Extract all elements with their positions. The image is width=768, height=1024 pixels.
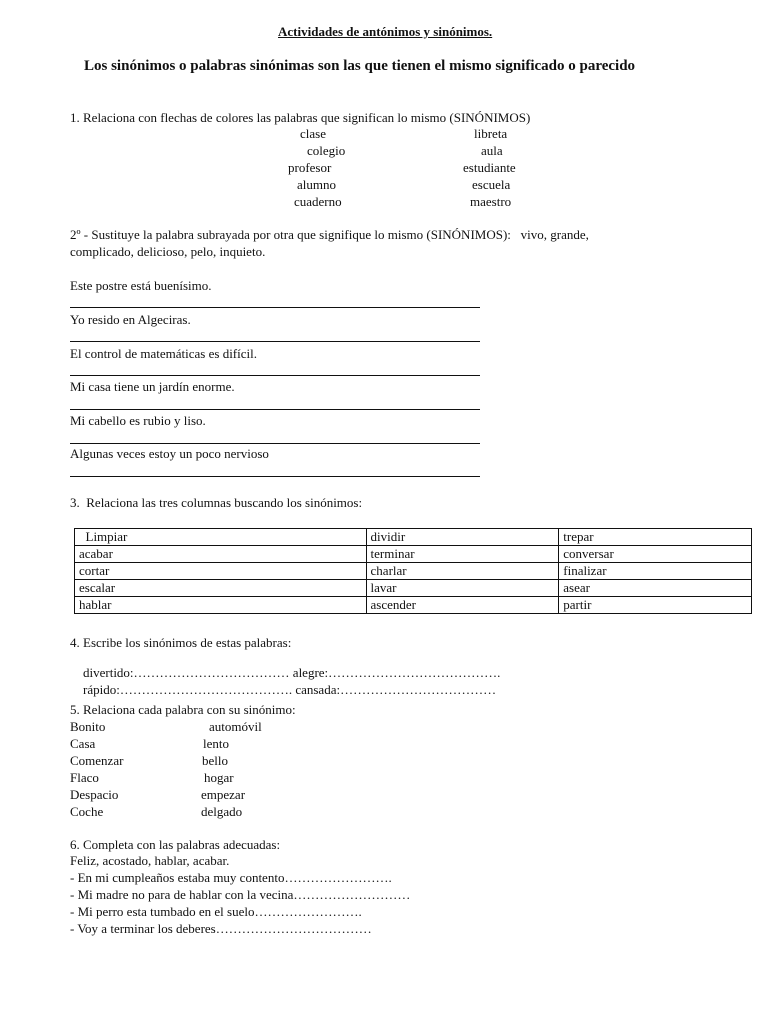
ex5-right-word: empezar [201,787,246,802]
ex5-instruction: 5. Relaciona cada palabra con su sinónimo: [70,702,296,717]
answer-line[interactable] [70,476,480,477]
ex2-sentence: Mi cabello es rubio y liso. [70,413,206,428]
ex1-right-word: escuela [472,177,511,192]
table-cell: lavar [366,580,559,597]
ex5-left-word: Casa [70,736,96,751]
table-cell: conversar [559,546,752,563]
ex2-instruction: 2º - Sustituye la palabra subrayada por otra que signifique lo mismo (SINÓNIMOS): vivo, grande, [70,227,589,242]
answer-line[interactable] [70,341,480,342]
table-cell: asear [559,580,752,597]
ex1-left-word: colegio [307,143,346,158]
table-row [75,563,752,580]
ex2-sentence: El control de matemáticas es difícil. [70,346,257,361]
table-cell: acabar [75,546,367,563]
ex5-right-word: hogar [204,770,234,785]
table-cell: hablar [75,597,367,614]
synonyms-table [74,528,752,614]
ex4-prompt-rapido: rápido:…………………………………. [83,682,296,697]
ex1-left-word: cuaderno [294,194,342,209]
ex6-sentence: - Voy a terminar los deberes……………………………… [70,921,372,936]
answer-line[interactable] [70,409,480,410]
ex1-instruction: 1. Relaciona con flechas de colores las palabras que significan lo mismo (SINÓNIMOS) [70,110,531,125]
ex5-left-word: Coche [70,804,104,819]
table-cell: dividir [366,529,559,546]
ex4-instruction: 4. Escribe los sinónimos de estas palabras: [70,635,292,650]
table-row [75,546,752,563]
table-cell: trepar [559,529,752,546]
answer-line[interactable] [70,375,480,376]
page-subtitle: Los sinónimos o palabras sinónimas son las que tienen el mismo significado o parecido [84,58,636,74]
ex5-right-word: bello [202,753,228,768]
ex2-sentence: Yo resido en Algeciras. [70,312,191,327]
ex5-right-word: lento [203,736,229,751]
ex4-prompt-alegre: alegre:…………………………………. [292,665,501,680]
ex5-left-word: Despacio [70,787,119,802]
ex6-sentence: - En mi cumpleaños estaba muy contento……………………. [70,870,392,885]
table-row [75,580,752,597]
ex1-left-word: clase [300,126,326,141]
ex6-word-bank: Feliz, acostado, hablar, acabar. [70,853,230,868]
ex6-sentence: - Mi madre no para de hablar con la vecina……………………… [70,887,411,902]
answer-line[interactable] [70,307,480,308]
ex5-left-word: Comenzar [70,753,124,768]
ex6-instruction: 6. Completa con las palabras adecuadas: [70,837,281,852]
ex4-prompt-divertido: divertido:……………………………… [83,665,293,680]
table-row [75,597,752,614]
table-cell: charlar [366,563,559,580]
table-cell: escalar [75,580,367,597]
table-cell: ascender [366,597,559,614]
ex1-left-word: alumno [297,177,336,192]
answer-line[interactable] [70,443,480,444]
ex2-sentence: Mi casa tiene un jardín enorme. [70,379,235,394]
ex1-right-word: aula [481,143,503,158]
ex2-instruction-cont: complicado, delicioso, pelo, inquieto. [70,244,266,259]
ex1-left-word: profesor [288,160,332,175]
page-title: Actividades de antónimos y sinónimos. [278,24,493,39]
table-cell: finalizar [559,563,752,580]
ex1-right-word: libreta [474,126,508,141]
ex1-right-word: maestro [470,194,512,209]
ex5-left-word: Flaco [70,770,99,785]
ex2-sentence: Este postre está buenísimo. [70,278,212,293]
ex5-left-word: Bonito [70,719,106,734]
table-cell: terminar [366,546,559,563]
table-cell: Limpiar [75,529,367,546]
ex5-right-word: delgado [201,804,243,819]
ex2-sentence: Algunas veces estoy un poco nervioso [70,446,269,461]
table-row [75,529,752,546]
ex5-right-word: automóvil [209,719,262,734]
table-cell: partir [559,597,752,614]
table-cell: cortar [75,563,367,580]
ex4-prompt-cansada: cansada:……………………………… [295,682,497,697]
ex3-instruction: 3. Relaciona las tres columnas buscando los sinónimos: [70,495,363,510]
ex1-right-word: estudiante [463,160,516,175]
ex6-sentence: - Mi perro esta tumbado en el suelo……………………. [70,904,362,919]
